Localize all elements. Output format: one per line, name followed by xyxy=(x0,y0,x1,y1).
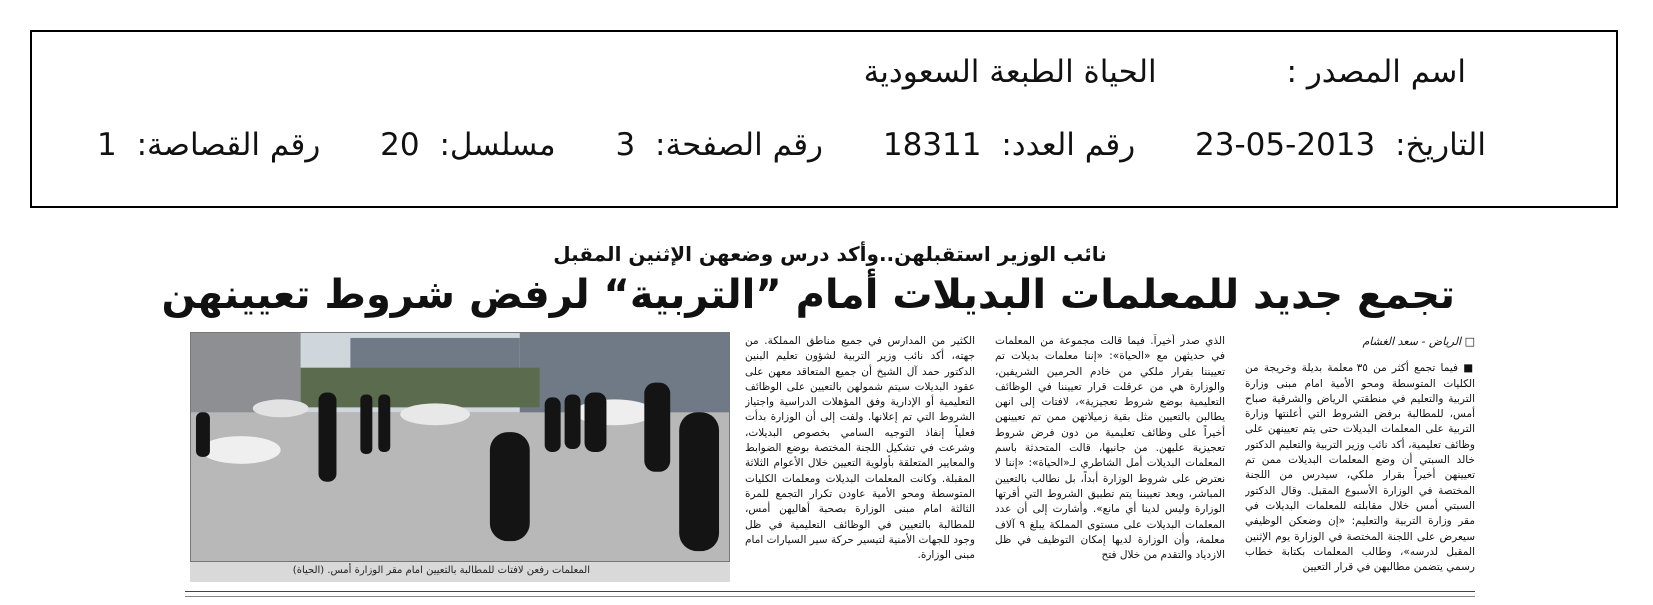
protest-photo xyxy=(190,332,730,562)
figure-8 xyxy=(585,392,607,451)
clip-label: رقم القصاصة: xyxy=(136,127,321,163)
issue-value: 18311 xyxy=(882,127,982,163)
source-value: الحياة الطبعة السعودية xyxy=(863,54,1157,90)
clip-value: 1 xyxy=(96,127,117,163)
figure-4 xyxy=(378,394,390,451)
details-row xyxy=(47,127,1486,163)
bottom-rule xyxy=(185,591,1475,592)
issue-label: رقم العدد: xyxy=(1001,127,1136,163)
article-headline: تجمع جديد للمعلمات البديلات أمام ”التربية“ لرفض شروط تعيينهن xyxy=(161,272,1455,318)
figure-6 xyxy=(545,397,561,452)
article-column-2 xyxy=(995,334,1225,579)
issue-field xyxy=(883,127,1135,163)
serial-field xyxy=(380,127,555,163)
figure-5 xyxy=(490,432,530,541)
newspaper-clipping xyxy=(161,232,1475,597)
column-3-text: الكثير من المدارس في جميع مناطق المملكة. من جهته، أكد نائب وزير التربية لشؤون تعليم البنين الدكتور حمد آل الشيخ أن جميع المتعاقد معهن على عقود البديلات سيتم شمولهن بالتعيين على الوظائف التعليمية أو الإدارية وفق المؤهلات الدراسية واجتياز الشروط التي تم إعلانها. ولفت إلى أن الوزارة بدأت فعلياً إنفاذ التوجيه السامي بخصوص البديلات، وشرعت في تشكيل اللجنة المختصة بوضع الضوابط والمعايير المتعلقة بأولوية التعيين خلال الأعوام الثلاثة المقبلة. وكانت المعلمات البديلات ومعلمات الكليات المتوسطة ومحو الأمية عاودن تكرار التجمع للمرة الثالثة امام مبنى الوزارة بصحبة أهاليهن أمس، للمطالبة بالتعيين في الوظائف التعليمية في ظل وجود للجهات الأمنية لتيسير حركة سير السيارات امام مبنى الوزارة. xyxy=(745,335,975,562)
column-2-text: الذي صدر أخيراً. فيما قالت مجموعة من المعلمات في حديثهن مع «الحياة»: «إننا معلمات بديلات تم تعييننا بقرار ملكي من خادم الحرمين الشريفين، والوزارة هي من عرقلت قرار تعييننا في الوظائف التعليمية بوضع شروط تعجيزية»، لافتات إلى انهن يطالبن بالتعيين مثل بقية زميلاتهن ممن تم تعيينهن أخيراً على وظائف تعليمية من دون فرض شروط تعجيزية عليهن. من جانبها، قالت المتحدثة باسم المعلمات البديلات أمل الشاطري لـ«الحياة»: «إننا لا نعترض على شروط الوزارة أبداً، بل نطالب بالتعيين المباشر، وبعد تعييننا يتم تطبيق الشروط التي أقرتها الوزارة وليس لدينا أي مانع». وأشارت إلى أن عدد المعلمات البديلات على مستوى المملكة يبلغ ٩ آلاف معلمة، وأن الوزارة لديها إمكان التوظيف في ظل الازدياد والتقدم من خلال فتح xyxy=(995,335,1225,562)
date-value: 2013-05-23 xyxy=(1195,127,1376,163)
source-row xyxy=(864,54,1466,90)
clip-field xyxy=(97,127,320,163)
figure-7 xyxy=(565,394,581,449)
article-column-1 xyxy=(1245,334,1475,579)
date-label: التاريخ: xyxy=(1395,127,1486,163)
source-metadata-box xyxy=(30,30,1618,208)
page-value: 3 xyxy=(615,127,636,163)
figure-1 xyxy=(196,412,210,457)
date-field xyxy=(1195,127,1486,163)
article-photo-frame xyxy=(190,332,730,582)
photo-car-3 xyxy=(400,403,470,425)
page-field xyxy=(615,127,823,163)
figure-2 xyxy=(319,392,337,481)
photo-car-1 xyxy=(201,436,281,464)
source-label: اسم المصدر : xyxy=(1286,54,1466,90)
article-byline: □ الرياض - سعد الغشام xyxy=(1362,335,1475,348)
page-label: رقم الصفحة: xyxy=(655,127,824,163)
figure-9 xyxy=(644,383,670,472)
article-column-3 xyxy=(745,334,975,579)
article-kicker: نائب الوزير استقبلهن..وأكد درس وضعهن الإثنين المقبل xyxy=(553,242,1107,266)
photo-car-2 xyxy=(253,399,309,417)
figure-10 xyxy=(679,412,719,551)
serial-value: 20 xyxy=(380,127,420,163)
column-1-text: ■ فيما تجمع أكثر من ٣٥ معلمة بديلة وخريجة من الكليات المتوسطة ومحو الأمية امام مبنى وزارة التربية والتعليم في منطقتي الرياض والشرقية صباح أمس، للمطالبة برفض الشروط التي أعلنتها وزارة التربية على المعلمات البديلات حتى يتم تعيينهن على وظائف تعليمية، أكد نائب وزير التربية والتعليم الدكتور خالد السبتي أن وضع المعلمات البديلات ممن تم تعيينهن أخيراً بقرار ملكي، سيدرس من اللجنة المختصة في الوزارة الأسبوع المقبل. وقال الدكتور السبتي أمس خلال مقابلته للمعلمات البديلات في مقر وزارة التربية والتعليم: «إن وضعكن الوظيفي سيعرض على اللجنة المختصة في الوزارة يوم الإثنين المقبل لدرسه»، وطالب المعلمات بكتابة خطاب رسمي يتضمن مطالبهن في قرار التعيين xyxy=(1245,362,1475,574)
serial-label: مسلسل: xyxy=(439,127,556,163)
photo-caption: المعلمات رفعن لافتات للمطالبة بالتعيين امام مقر الوزارة أمس. (الحياة) xyxy=(292,565,590,576)
figure-3 xyxy=(360,394,372,453)
bottom-rule-2 xyxy=(185,596,1475,597)
